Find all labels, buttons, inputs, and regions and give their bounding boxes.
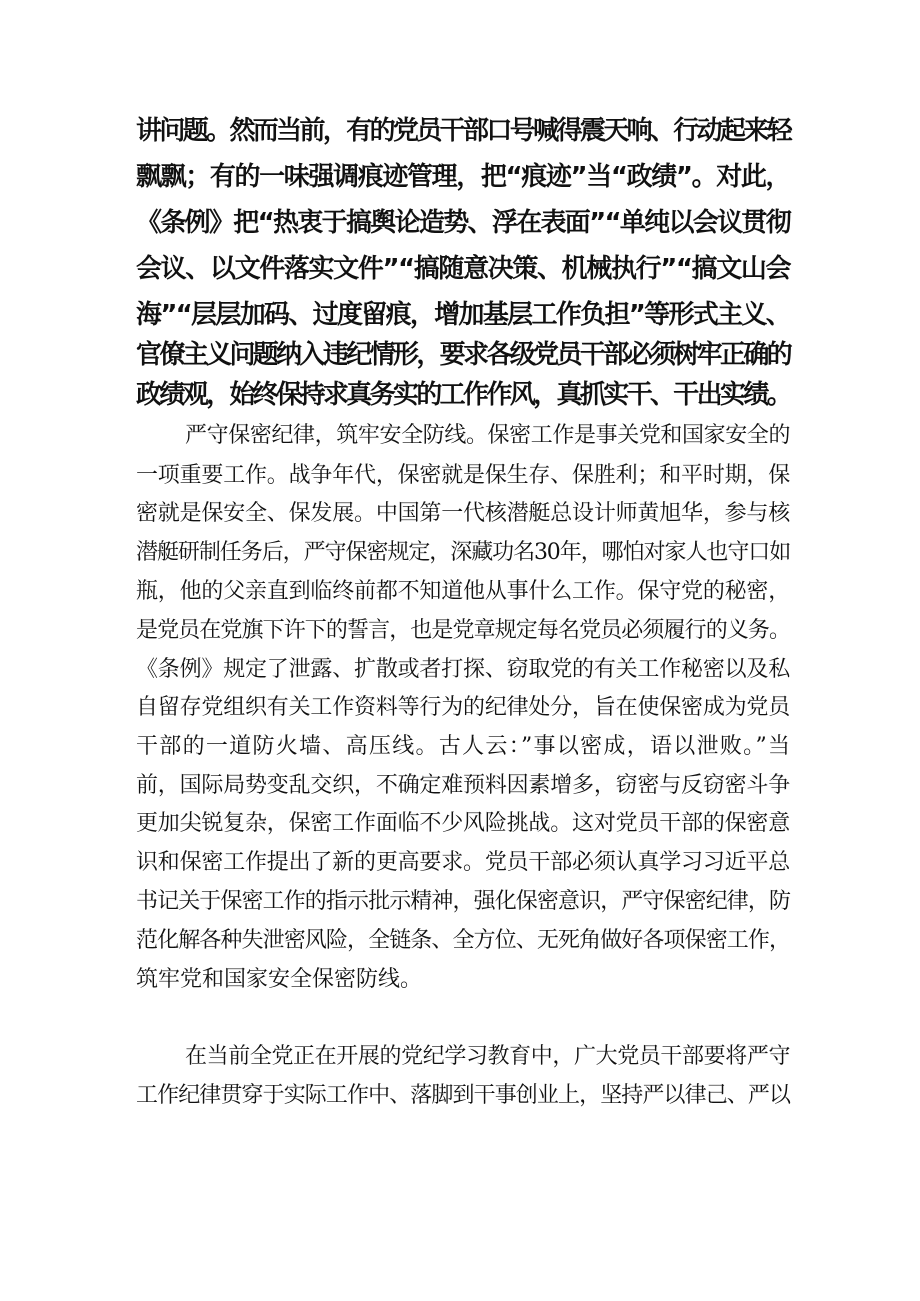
text-line: 海”“层层加码、过度留痕，增加基层工作负担”等形式主义、 bbox=[136, 300, 790, 330]
text-line: 一项重要工作。战争年代，保密就是保生存、保胜利；和平时期，保 bbox=[136, 463, 790, 488]
text-line: 瓶，他的父亲直到临终前都不知道他从事什么工作。保守党的秘密， bbox=[136, 579, 790, 604]
text-line: 书记关于保密工作的指示批示精神，强化保密意识，严守保密纪律，防 bbox=[136, 889, 790, 914]
text-line: 工作纪律贯穿于实际工作中、落脚到干事创业上，坚持严以律己、严以 bbox=[136, 1083, 790, 1108]
text-line: 官僚主义问题纳入违纪情形，要求各级党员干部必须树牢正确的 bbox=[136, 340, 790, 370]
text-line: 政绩观，始终保持求真务实的工作作风，真抓实干、干出实绩。 bbox=[136, 380, 790, 410]
text-line: 识和保密工作提出了新的更高要求。党员干部必须认真学习习近平总 bbox=[136, 850, 790, 875]
text-line: 讲问题。然而当前，有的党员干部口号喊得震天响、行动起来轻 bbox=[136, 116, 790, 146]
text-line: 潜艇研制任务后，严守保密规定，深藏功名30年，哪怕对家人也守口如 bbox=[136, 540, 790, 565]
text-line: 范化解各种失泄密风险，全链条、全方位、无死角做好各项保密工作， bbox=[136, 928, 790, 953]
text-line: 《条例》把“热衷于搞舆论造势、浮在表面”“单纯以会议贯彻 bbox=[136, 208, 790, 238]
text-line: 筑牢党和国家安全保密防线。 bbox=[136, 967, 423, 992]
text-line: 会议、以文件落实文件”“搞随意决策、机械执行”“搞文山会 bbox=[136, 254, 790, 284]
text-line: 是党员在党旗下许下的誓言，也是党章规定每名党员必须履行的义务。 bbox=[136, 618, 790, 643]
text-line: 密就是保安全、保发展。中国第一代核潜艇总设计师黄旭华，参与核 bbox=[136, 501, 790, 526]
text-line: 干部的一道防火墙、高压线。古人云：”事以密成，语以泄败。”当 bbox=[136, 734, 790, 759]
text-line: 在当前全党正在开展的党纪学习教育中，广大党员干部要将严守 bbox=[185, 1044, 790, 1069]
text-line: 更加尖锐复杂，保密工作面临不少风险挑战。这对党员干部的保密意 bbox=[136, 811, 790, 836]
text-line: 《条例》规定了泄露、扩散或者打探、窃取党的有关工作秘密以及私 bbox=[136, 657, 790, 682]
text-line: 自留存党组织有关工作资料等行为的纪律处分，旨在使保密成为党员 bbox=[136, 695, 790, 720]
text-line: 严守保密纪律，筑牢安全防线。保密工作是事关党和国家安全的 bbox=[185, 423, 790, 448]
text-line: 飘飘；有的一味强调痕迹管理，把“痕迹”当“政绩”。对此， bbox=[136, 162, 790, 192]
text-line: 前，国际局势变乱交织，不确定难预料因素增多，窃密与反窃密斗争 bbox=[136, 773, 790, 798]
